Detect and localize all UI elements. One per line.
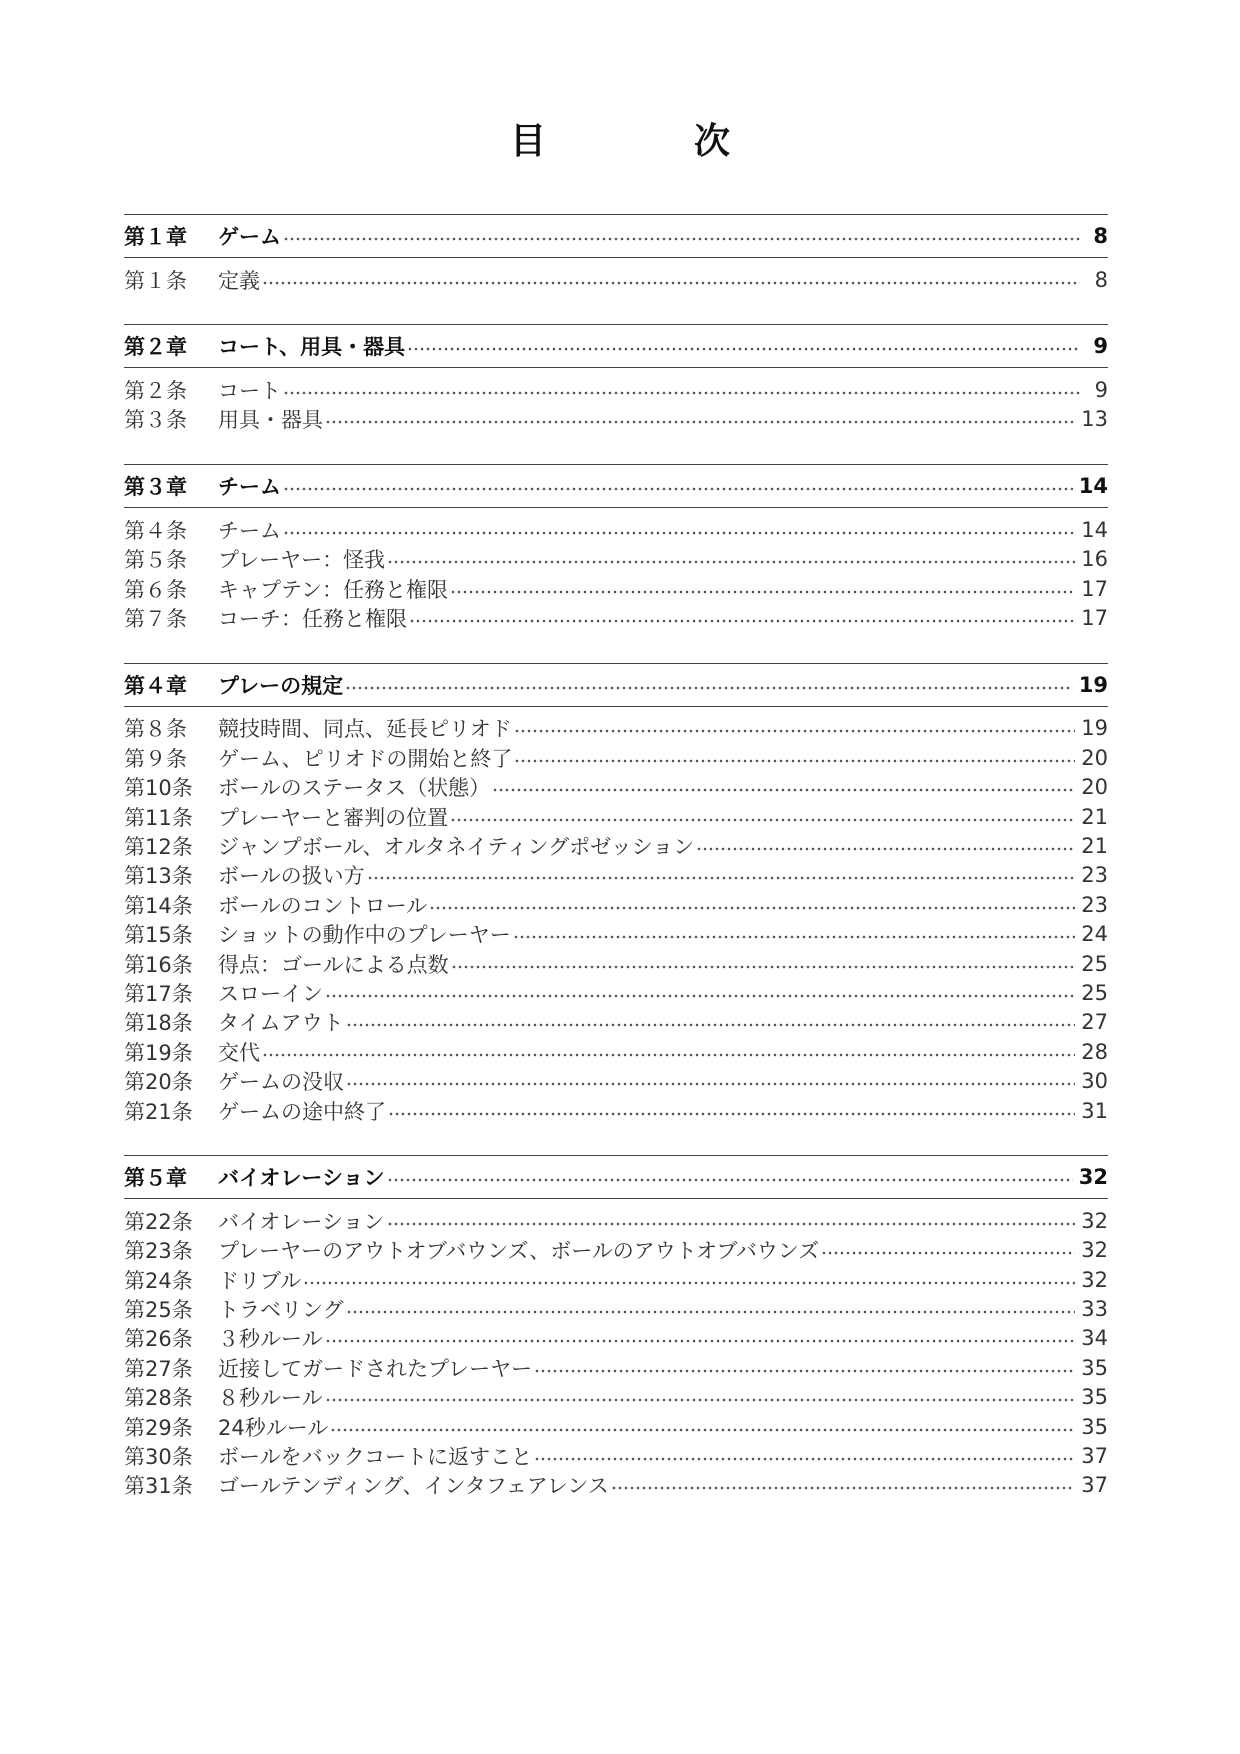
article-number: 第29条 — [124, 1415, 193, 1440]
chapter-page-number: 14 — [1078, 474, 1108, 499]
article-title: ゲームの没収 — [218, 1070, 344, 1095]
chapter-number: 第２章 — [124, 335, 187, 360]
dot-leader — [367, 876, 1076, 880]
dot-leader — [534, 1369, 1075, 1373]
article-page-number: 37 — [1081, 1444, 1108, 1469]
article-number: 第22条 — [124, 1209, 193, 1234]
article-entry[interactable] — [124, 1265, 1108, 1294]
article-page-number: 27 — [1081, 1010, 1108, 1035]
article-title: コーチ：任務と権限 — [218, 607, 407, 632]
chapter-page-number: 32 — [1078, 1165, 1108, 1190]
dot-leader — [346, 1023, 1076, 1027]
dot-leader — [346, 1082, 1075, 1086]
article-entry[interactable] — [124, 1206, 1108, 1235]
chapter-number: 第５章 — [124, 1166, 187, 1191]
article-number: 第７条 — [124, 607, 187, 632]
article-page-number: 24 — [1081, 922, 1108, 947]
article-entry[interactable] — [124, 574, 1108, 603]
dot-leader — [325, 1398, 1076, 1402]
article-entry[interactable] — [124, 1096, 1108, 1125]
article-title: ゲーム、ピリオドの開始と終了 — [218, 746, 513, 771]
article-entry[interactable] — [124, 773, 1108, 802]
article-number: 第４条 — [124, 518, 187, 543]
article-number: 第24条 — [124, 1268, 193, 1293]
article-number: 第11条 — [124, 805, 193, 830]
article-page-number: 13 — [1081, 407, 1108, 432]
article-title: ジャンプボール、オルタネイティングポゼッション — [218, 835, 695, 859]
article-entry[interactable] — [124, 949, 1108, 978]
page-title: 目 次 — [509, 121, 786, 162]
article-page-number: 32 — [1081, 1267, 1108, 1292]
dot-leader — [534, 1457, 1075, 1461]
article-entry[interactable] — [124, 1008, 1108, 1037]
dot-leader — [262, 1053, 1075, 1057]
article-page-number: 25 — [1081, 980, 1108, 1005]
article-entry[interactable] — [124, 1037, 1108, 1066]
article-entry[interactable] — [124, 545, 1108, 574]
article-entry[interactable] — [124, 405, 1108, 434]
dot-leader — [821, 1251, 1075, 1255]
article-page-number: 21 — [1081, 804, 1108, 829]
dot-leader — [283, 391, 1080, 395]
article-number: 第５条 — [124, 548, 187, 573]
article-page-number: 25 — [1081, 951, 1108, 976]
article-number: 第10条 — [124, 776, 193, 801]
dot-leader — [283, 237, 1080, 241]
article-title: プレーヤーのアウトオブバウンズ、ボールのアウトオブバウンズ — [218, 1239, 820, 1264]
article-page-number: 8 — [1094, 267, 1108, 292]
article-title: チーム — [218, 518, 281, 543]
article-title: ボールのステータス（状態） — [218, 776, 491, 801]
article-entry[interactable] — [124, 1383, 1108, 1412]
article-title: コート — [218, 379, 281, 404]
article-number: 第20条 — [124, 1070, 193, 1095]
chapter-heading[interactable] — [124, 1155, 1108, 1199]
chapter-number: 第３章 — [124, 475, 187, 500]
dot-leader — [387, 560, 1075, 564]
article-title: 定義 — [218, 268, 260, 293]
dot-leader — [450, 590, 1075, 594]
article-page-number: 31 — [1081, 1098, 1108, 1123]
article-list — [124, 368, 1108, 434]
article-title: タイムアウト — [218, 1011, 344, 1036]
article-page-number: 23 — [1081, 892, 1108, 917]
article-entry[interactable] — [124, 265, 1108, 294]
article-entry[interactable] — [124, 515, 1108, 544]
dot-leader — [325, 420, 1075, 424]
chapter-title: プレーの規定 — [218, 673, 344, 698]
article-number: 第17条 — [124, 981, 193, 1006]
article-page-number: 34 — [1081, 1326, 1108, 1351]
chapter-number: 第１章 — [124, 225, 187, 249]
article-number: 第14条 — [124, 893, 193, 918]
article-entry[interactable] — [124, 1441, 1108, 1470]
chapter-section — [124, 1155, 1108, 1500]
article-page-number: 17 — [1081, 576, 1108, 601]
article-list — [124, 1199, 1108, 1500]
chapter-title: ゲーム — [218, 225, 281, 249]
article-page-number: 35 — [1081, 1414, 1108, 1439]
dot-leader — [387, 1222, 1076, 1226]
article-number: 第15条 — [124, 923, 193, 948]
chapter-title: コート、用具・器具 — [218, 335, 406, 360]
article-entry[interactable] — [124, 1353, 1108, 1382]
article-title: ３秒ルール — [218, 1327, 323, 1352]
article-list — [124, 258, 1108, 294]
dot-leader — [514, 729, 1075, 733]
article-title: バイオレーション — [218, 1209, 385, 1234]
article-number: 第21条 — [124, 1099, 193, 1124]
article-title: キャプテン：任務と権限 — [218, 577, 448, 602]
dot-leader — [492, 788, 1075, 792]
article-page-number: 32 — [1081, 1238, 1108, 1263]
dot-leader — [696, 847, 1075, 851]
article-title: スローイン — [218, 981, 323, 1006]
article-number: 第16条 — [124, 952, 193, 977]
chapter-heading[interactable] — [124, 663, 1108, 707]
article-number: 第25条 — [124, 1298, 193, 1323]
article-number: 第２条 — [124, 379, 187, 404]
article-title: ボールのコントロール — [218, 893, 428, 918]
article-number: 第１条 — [124, 268, 187, 293]
chapter-title: チーム — [218, 475, 281, 500]
dot-leader — [283, 487, 1073, 491]
article-title: ドリブル — [218, 1268, 302, 1293]
dot-leader — [409, 619, 1075, 623]
dot-leader — [262, 281, 1080, 285]
article-title: トラベリング — [218, 1298, 344, 1323]
article-title: プレーヤー：怪我 — [218, 548, 386, 573]
article-page-number: 23 — [1081, 863, 1108, 888]
article-title: 近接してガードされたプレーヤー — [218, 1356, 533, 1381]
dot-leader — [345, 686, 1073, 690]
dot-leader — [450, 818, 1075, 822]
article-title: 用具・器具 — [218, 408, 323, 433]
article-number: 第12条 — [124, 835, 193, 859]
article-page-number: 17 — [1081, 606, 1108, 631]
article-entry[interactable] — [124, 714, 1108, 743]
article-title: 競技時間、同点、延長ピリオド — [218, 717, 512, 742]
article-entry[interactable] — [124, 919, 1108, 948]
article-entry[interactable] — [124, 375, 1108, 404]
chapter-page-number: 8 — [1093, 224, 1108, 248]
article-entry[interactable] — [124, 1324, 1108, 1353]
article-number: 第30条 — [124, 1445, 193, 1470]
article-page-number: 28 — [1081, 1039, 1108, 1064]
chapter-title: バイオレーション — [218, 1166, 385, 1191]
article-page-number: 14 — [1081, 517, 1108, 542]
chapter-heading[interactable] — [124, 214, 1108, 258]
article-title: 得点：ゴールによる点数 — [218, 952, 449, 977]
dot-leader — [388, 1112, 1075, 1116]
dot-leader — [387, 1178, 1073, 1182]
article-title: ショットの動作中のプレーヤー — [218, 923, 511, 948]
article-entry[interactable] — [124, 890, 1108, 919]
chapter-section — [124, 214, 1108, 294]
dot-leader — [514, 759, 1075, 763]
dot-leader — [346, 1310, 1076, 1314]
article-entry[interactable] — [124, 1471, 1108, 1500]
article-entry[interactable] — [124, 1236, 1108, 1265]
dot-leader — [513, 935, 1076, 939]
article-title: 交代 — [218, 1040, 260, 1065]
chapter-section — [124, 324, 1108, 434]
article-page-number: 30 — [1081, 1069, 1108, 1094]
chapter-heading[interactable] — [124, 324, 1108, 368]
article-page-number: 35 — [1081, 1385, 1108, 1410]
article-number: 第28条 — [124, 1386, 193, 1411]
article-number: 第６条 — [124, 577, 187, 602]
article-entry[interactable] — [124, 1294, 1108, 1323]
article-page-number: 32 — [1081, 1208, 1108, 1233]
article-page-number: 37 — [1081, 1473, 1108, 1498]
dot-leader — [407, 347, 1080, 351]
dot-leader — [429, 906, 1075, 910]
article-page-number: 35 — [1081, 1355, 1108, 1380]
dot-leader — [330, 1428, 1075, 1432]
article-entry[interactable] — [124, 603, 1108, 632]
dot-leader — [283, 531, 1075, 535]
article-page-number: 20 — [1081, 745, 1108, 770]
article-entry[interactable] — [124, 861, 1108, 890]
dot-leader — [303, 1281, 1075, 1285]
article-number: 第３条 — [124, 408, 187, 433]
article-entry[interactable] — [124, 978, 1108, 1007]
article-entry[interactable] — [124, 831, 1108, 860]
article-title: ゴールテンディング、インタフェアレンス — [218, 1474, 609, 1499]
article-list — [124, 508, 1108, 633]
article-number: 第31条 — [124, 1474, 193, 1499]
article-title: ゲームの途中終了 — [218, 1099, 386, 1124]
chapter-number: 第４章 — [124, 673, 187, 698]
chapter-page-number: 9 — [1093, 334, 1108, 359]
dot-leader — [611, 1486, 1076, 1490]
article-page-number: 33 — [1081, 1297, 1108, 1322]
article-page-number: 20 — [1081, 775, 1108, 800]
article-title: ８秒ルール — [218, 1386, 323, 1411]
article-number: 第27条 — [124, 1356, 193, 1381]
article-number: 第26条 — [124, 1327, 193, 1352]
article-entry[interactable] — [124, 743, 1108, 772]
article-number: 第９条 — [124, 746, 187, 771]
article-number: 第18条 — [124, 1011, 193, 1036]
article-entry[interactable] — [124, 1412, 1108, 1441]
article-page-number: 19 — [1081, 716, 1108, 741]
chapter-section — [124, 464, 1108, 633]
article-page-number: 9 — [1094, 378, 1108, 403]
chapter-page-number: 19 — [1078, 672, 1108, 697]
article-title: ボールの扱い方 — [218, 864, 365, 889]
article-number: 第19条 — [124, 1040, 193, 1065]
article-number: 第23条 — [124, 1239, 193, 1264]
article-entry[interactable] — [124, 802, 1108, 831]
dot-leader — [325, 1339, 1076, 1343]
article-number: 第８条 — [124, 717, 187, 742]
article-page-number: 16 — [1081, 547, 1108, 572]
table-of-contents — [124, 214, 1108, 1530]
article-list — [124, 707, 1108, 1125]
article-title: プレーヤーと審判の位置 — [218, 805, 449, 830]
dot-leader — [325, 994, 1075, 998]
article-title: 24秒ルール — [218, 1415, 329, 1440]
dot-leader — [451, 965, 1076, 969]
article-entry[interactable] — [124, 1066, 1108, 1095]
article-page-number: 21 — [1081, 833, 1108, 858]
article-title: ボールをバックコートに返すこと — [218, 1445, 533, 1470]
chapter-heading[interactable] — [124, 464, 1108, 508]
chapter-section — [124, 663, 1108, 1125]
article-number: 第13条 — [124, 864, 193, 889]
